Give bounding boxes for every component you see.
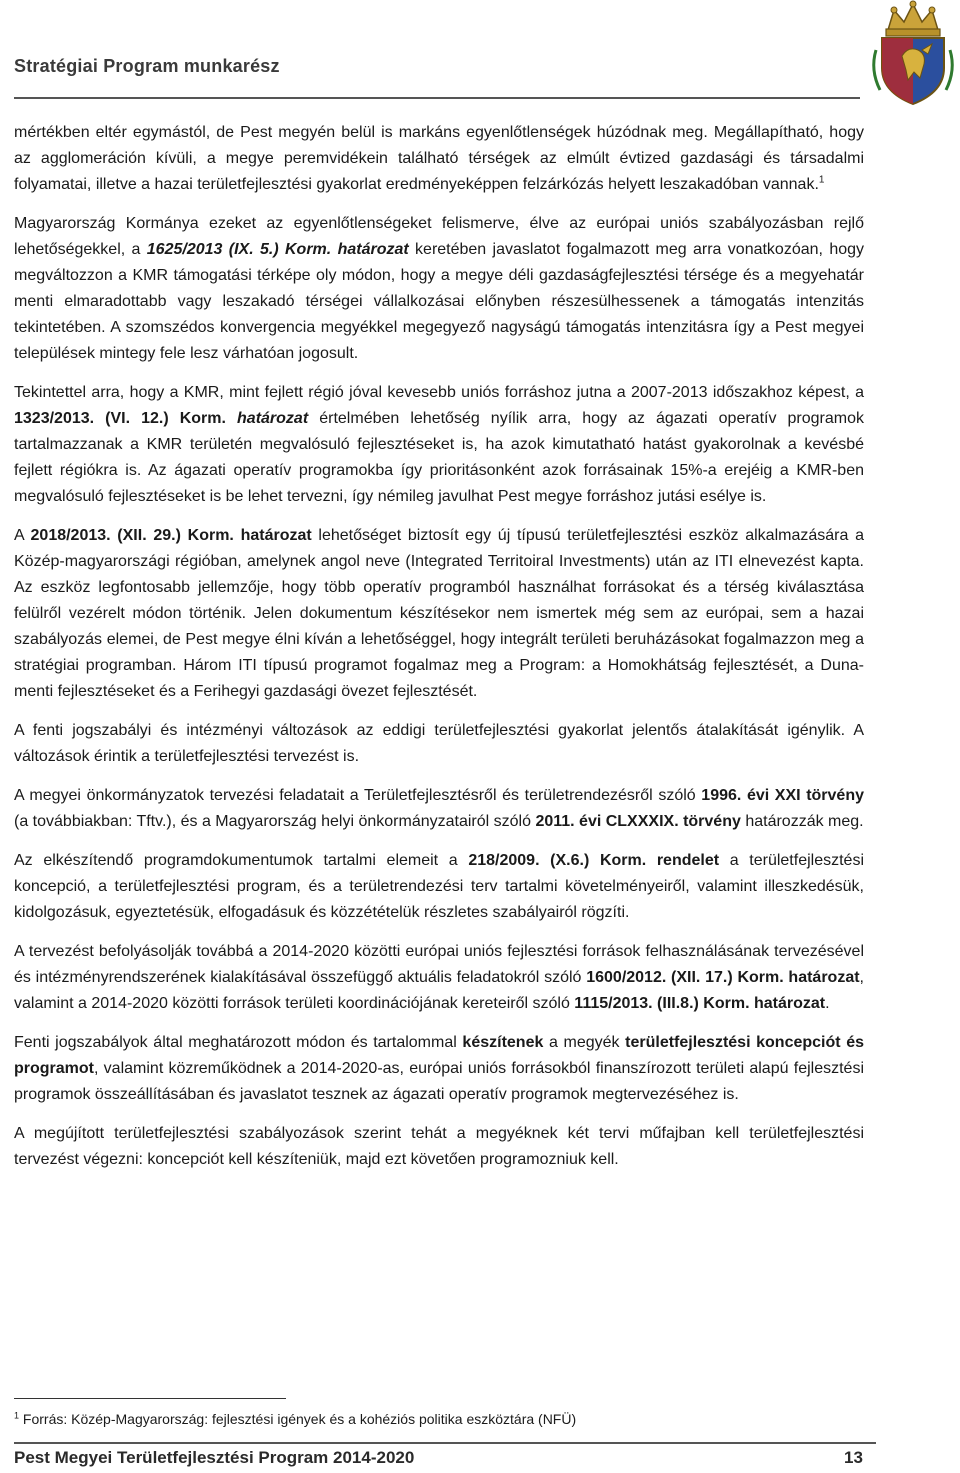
- paragraph-2: Magyarország Kormánya ezeket az egyenlőtlenségeket felismerve, élve az európai uniós szabályozásban rejlő lehetőségekkel, a 1625/2013 (IX. 5.) Korm. határozat keretében javaslatot fogalmazott meg arra vonatkozóan, hogy megváltozzon a KMR támogatási térképe oly módon, hogy a megye déli gazdaságfejlesztési térsége és a megyehatár menti elmaradottabb vagy leszakadó térségei vállalkozásai előnyben részesülhessenek a támogatás intenzitás tekintetében. A szomszédos konvergencia megyékkel megegyező nagyságú támogatás intenzitásra így a Pest megyei települések mintegy fele lesz várhatóan jogosult.: [14, 215, 865, 362]
- legal-reference: 1600/2012. (XII. 17.) Korm. határozat: [586, 969, 860, 986]
- header-title: Stratégiai Program munkarész: [14, 56, 280, 76]
- footnote: $^1$ Forrás: Közép-Magyarország: fejlesztési igények és a kohéziós politika eszköztára (NFÜ): [14, 1410, 577, 1427]
- header-divider: [14, 97, 860, 99]
- footnote-divider: [14, 1398, 286, 1399]
- footnote-marker: 1: [14, 1410, 20, 1421]
- paragraph-7: Az elkészítendő programdokumentumok tartalmi elemeit a 218/2009. (X.6.) Korm. rendelet a területfejlesztési koncepció, a területfejlesztési program, és a területrendezési terv tartalmi követelményeiről, valamint illeszkedésük, kidolgozásuk, egyeztetésük, elfogadásuk és közzétételük részletes szabályairól rögzíti.: [14, 852, 865, 921]
- legal-reference: 2018/2013. (XII. 29.) Korm. határozat: [30, 527, 312, 544]
- paragraph-9: Fenti jogszabályok által meghatározott módon és tartalommal készítenek a megyék területfejlesztési koncepciót és programot, valamint közreműködnek a 2014-2020-as, európai uniós forrásokból finanszírozott területi alapú fejlesztési programok összeállításában és javaslatot tesznek az ágazati operatív programok megtervezéséhez is.: [14, 1034, 865, 1103]
- paragraph-10: A megújított területfejlesztési szabályozások szerint tehát a megyéknek két tervi műfajban kell területfejlesztési tervezést végezni: koncepciót kell készíteniük, majd ezt követően programozniuk kell.: [14, 1125, 864, 1168]
- paragraph-8: A tervezést befolyásolják továbbá a 2014-2020 közötti európai uniós fejlesztési források felhasználásának tervezésével és intézményrendszerének kialakításával összefüggő aktuális feladatokról szóló 1600/2012. (XII. 17.) Korm. határozat, valamint a 2014-2020 közötti források területi koordinációjának kereteiről szóló 1115/2013. (III.8.) Korm. határozat.: [14, 943, 864, 1012]
- legal-reference: 1323/2013. (VI. 12.) Korm.: [14, 410, 226, 427]
- footnote-reference[interactable]: 1: [818, 174, 825, 186]
- paragraph-5: A fenti jogszabályi és intézményi változások az eddigi területfejlesztési gyakorlat jelentős átalakítását igénylik. A változások érintik a területfejlesztési tervezést is.: [14, 722, 864, 765]
- paragraph-6: A megyei önkormányzatok tervezési feladatait a Területfejlesztésről és területrendezésről szóló 1996. évi XXI törvény (a továbbiakban: Tftv.), és a Magyarország helyi önkormányzatairól szóló 2011. évi CLXXXIX. törvény határozzák meg.: [14, 787, 865, 830]
- legal-reference: 1996. évi XXI törvény: [701, 787, 865, 804]
- paragraph-1: mértékben eltér egymástól, de Pest megyén belül is markáns egyenlőtlenségek húzódnak meg. Megállapítható, hogy az agglomeráción kívüli, a megye peremvidékein található térségek az elmúlt évtized gazdasági és társadalmi folyamatai, illetve a hazai területfejlesztési gyakorlat eredményeképpen felzárkózás helyett leszakadóban vannak.$^1$: [14, 124, 864, 193]
- paragraph-4: A 2018/2013. (XII. 29.) Korm. határozat lehetőséget biztosít egy új típusú területfejlesztési eszköz alkalmazására a Közép-magyarországi régióban, amelynek angol neve (Integrated Territoiral Investments) után az ITI elnevezést kapta. Az eszköz legfontosabb jellemzője, hogy több operatív programból használhat forrásokat és a térség kiválasztása felülről vezérelt módon történik. Jelen dokumentum készítésekor nem ismertek még sem az európai, sem a hazai szabályozás elemei, de Pest megye élni kíván a lehetőséggel, hogy integrált területi beruházásokat fogalmazzon meg a stratégiai programban. Három ITI típusú programot fogalmaz meg a Program: a Homokhátság fejlesztését, a Duna-menti fejlesztéseket és a Ferihegyi gazdasági övezet fejlesztését.: [14, 527, 864, 700]
- footer-divider: [14, 1442, 876, 1444]
- coat-of-arms-icon: [866, 0, 960, 108]
- legal-reference: 2011. évi CLXXXIX. törvény: [535, 813, 741, 830]
- legal-reference: 1115/2013. (III.8.) Korm. határozat: [574, 995, 826, 1012]
- document-body: [14, 120, 864, 1186]
- legal-reference: 218/2009. (X.6.) Korm. rendelet: [468, 852, 720, 869]
- legal-reference: 1625/2013 (IX. 5.) Korm. határozat: [146, 241, 409, 258]
- paragraph-3: Tekintettel arra, hogy a KMR, mint fejlett régió jóval kevesebb uniós forráshoz jutna a 2007-2013 időszakhoz képest, a 1323/2013. (VI. 12.) Korm. határozat értelmében lehetőség nyílik arra, hogy az ágazati operatív programok tartalmazzanak a KMR területén megvalósuló fejlesztéseket is, ha azok kimutatható hatást gyakorolnak a kevésbé fejlett régiókra is. Az ágazati operatív programokba így prioritásonként azok forrásainak 15%-a erejéig a KMR-ben megvalósuló fejlesztéseket is be lehet tervezni, így némileg javulhat Pest megye forráshoz jutási esélye is.: [14, 384, 865, 505]
- page-number: 13: [844, 1448, 863, 1467]
- footer-title: Pest Megyei Területfejlesztési Program 2014-2020: [14, 1448, 415, 1467]
